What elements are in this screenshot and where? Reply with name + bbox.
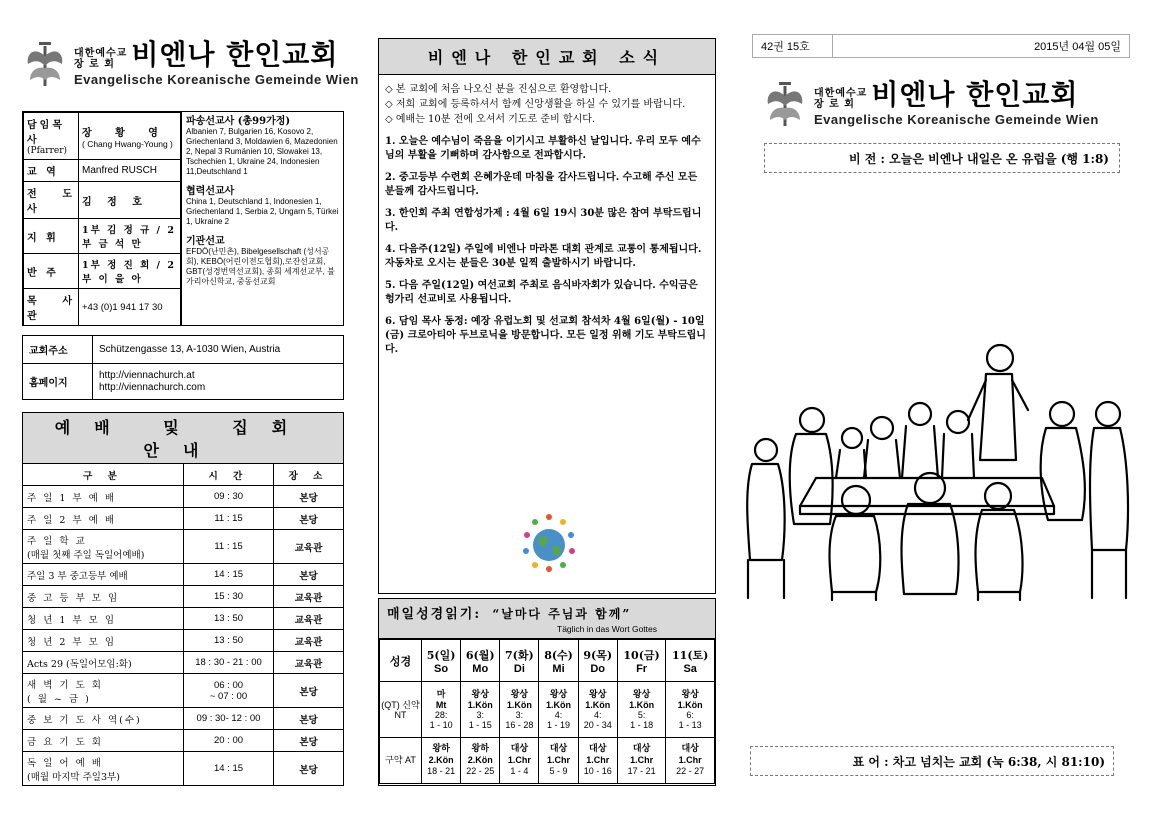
service-time: 13 : 50	[184, 630, 274, 652]
ot-book-de: 1.Chr	[507, 755, 531, 765]
ot-book: 왕하	[471, 744, 489, 754]
table-row	[23, 508, 344, 530]
service-note: (매월 마지막 주일3부)	[27, 771, 120, 783]
service-place: 교육관	[274, 652, 344, 674]
logo-small-line1: 대한예수교	[814, 88, 868, 99]
service-place: 본당	[274, 564, 344, 586]
parsonage-phone: +43 (0)1 941 17 30	[79, 289, 181, 326]
nt-verses: 16 - 28	[505, 719, 534, 730]
nt-book: 마	[436, 689, 446, 700]
globe-people-icon	[517, 509, 581, 573]
service-place: 본당	[274, 486, 344, 508]
coop-title: 협력선교사	[186, 186, 235, 197]
reading-panel	[378, 598, 716, 786]
day-de: So	[434, 662, 449, 675]
nt-book-de: 1.Kön	[467, 699, 493, 710]
nt-book-de: 1.Kön	[585, 699, 611, 710]
ot-verses: 1 - 4	[510, 766, 529, 776]
logo-small-line2: 장 로 회	[74, 59, 115, 70]
ot-book-de: 2.Kön	[467, 755, 493, 765]
news-item: 5. 다음 주일(12일) 여선교회 주최로 음식바자회가 있습니다. 수익금은 헝가리 선교비로 사용됩니다.	[385, 280, 698, 305]
news-item: 3. 한인회 주최 연합성가제 : 4월 6일 19시 30분 많은 참여 부탁드립니다.	[385, 208, 702, 233]
reading-title-quote: “날마다 주님과 함께”	[492, 607, 632, 621]
nt-book-de: 1.Kön	[629, 699, 655, 710]
news-intro-line: ◇ 저희 교회에 등록하셔서 함께 신앙생활을 하실 수 있기를 바랍니다.	[385, 99, 686, 110]
ot-book: 대상	[632, 744, 651, 754]
table-row	[23, 730, 344, 752]
service-name: 중 고 등 부 모 임	[23, 586, 184, 608]
table-row	[23, 486, 344, 508]
nt-book: 왕상	[632, 689, 651, 700]
motto-text: 표 어 : 차고 넘치는 교회 (눅 6:38, 시 81:10)	[852, 754, 1105, 769]
nt-label: (QT) 신약 NT	[380, 682, 422, 738]
nt-verses: 1 - 10	[429, 719, 453, 730]
table-row	[23, 708, 344, 730]
service-name: 독 일 어 예 배	[27, 757, 103, 769]
reading-title: 매일성경읽기:	[387, 607, 482, 622]
logo-german-name: Evangelische Koreanische Gemeinde Wien	[814, 112, 1099, 127]
pastor-name-roman: ( Chang Hwang-Young )	[82, 138, 173, 149]
day-de: Mi	[552, 662, 565, 675]
table-row	[23, 564, 344, 586]
service-place: 본당	[274, 508, 344, 530]
service-time: 06 : 00	[213, 679, 244, 691]
staff-value: 1부 김 정 규 / 2부 금 석 만	[79, 219, 181, 254]
nt-verses: 1 - 15	[468, 719, 492, 730]
table-row	[23, 608, 344, 630]
ot-verses: 22 - 27	[676, 766, 705, 776]
service-time: 15 : 30	[184, 586, 274, 608]
motto-box	[750, 746, 1114, 776]
table-row	[23, 586, 344, 608]
table-row	[23, 630, 344, 652]
ot-verses: 22 - 25	[466, 766, 495, 776]
ot-book-de: 1.Chr	[630, 755, 654, 765]
nt-book: 왕상	[681, 689, 699, 700]
day-de: Fr	[636, 662, 648, 675]
day-kr: 9(목)	[583, 648, 613, 662]
table-row	[23, 652, 344, 674]
nt-chapter: 3:	[515, 709, 524, 720]
col-place: 장 소	[274, 464, 344, 486]
reading-subtitle: Täglich in das Wort Gottes	[557, 624, 657, 634]
service-name: 청 년 2 부 모 임	[23, 630, 184, 652]
dispatch-title: 파송선교사 (총99가정)	[186, 116, 291, 127]
ot-book-de: 1.Chr	[547, 755, 571, 765]
service-name: 주 일 1 부 예 배	[23, 486, 184, 508]
service-time: 20 : 00	[184, 730, 274, 752]
service-name: Acts 29 (독일어모임:화)	[23, 652, 184, 674]
nt-verses: 1 - 19	[547, 719, 571, 730]
day-kr: 7(화)	[505, 648, 534, 662]
nt-chapter: 3:	[476, 709, 484, 720]
vision-box	[764, 143, 1120, 173]
day-kr: 6(월)	[465, 648, 495, 662]
ot-book: 왕하	[432, 744, 450, 754]
homepage-link-at[interactable]: http://viennachurch.at	[99, 369, 195, 381]
vision-text: 비 전 : 오늘은 비엔나 내일은 온 유럽을 (행 1:8)	[849, 151, 1109, 166]
address-label: 교회주소	[23, 336, 93, 364]
staff-label: 전 도 사	[24, 182, 79, 219]
staff-panel	[22, 111, 344, 326]
address-table	[22, 335, 344, 400]
service-name: 주 일 학 교	[27, 535, 87, 547]
day-de: Mo	[472, 662, 489, 675]
day-de: Do	[590, 662, 606, 675]
staff-label: 목 사 관	[24, 289, 79, 326]
service-note: (매월 첫째 주일 독일어예배)	[27, 549, 145, 561]
ot-verses: 5 - 9	[549, 766, 568, 776]
staff-value: Manfred RUSCH	[79, 160, 181, 182]
service-name: 중 보 기 도 사 역(수)	[23, 708, 184, 730]
nt-book: 왕상	[510, 689, 529, 700]
staff-label-sub: (Pfarrer)	[27, 146, 68, 156]
logo-german-name: Evangelische Koreanische Gemeinde Wien	[74, 72, 359, 87]
nt-verses: 20 - 34	[583, 719, 612, 730]
news-title: 비엔나 한인교회 소식	[379, 39, 715, 75]
nt-book: 왕상	[589, 689, 607, 700]
services-table	[22, 412, 344, 786]
staff-label: 지 휘	[24, 219, 79, 254]
nt-verses: 1 - 18	[630, 719, 654, 730]
day-kr: 10(금)	[623, 648, 660, 662]
day-kr: 5(일)	[426, 648, 456, 662]
nt-verses: 1 - 13	[678, 719, 702, 730]
table-row	[23, 530, 344, 564]
news-item: 2. 중고등부 수련회 은혜가운데 마침을 감사드립니다. 수고해 주신 모든 분들께 감사드립니다.	[385, 172, 698, 197]
news-item: 1. 오늘은 예수님이 죽음을 이기시고 부활하신 날입니다. 우리 모두 예수님의 부활을 기뻐하며 감사함으로 전파합시다.	[385, 136, 701, 161]
service-place: 교육관	[274, 608, 344, 630]
ot-verses: 17 - 21	[627, 766, 656, 776]
staff-label: 담임목사	[27, 120, 65, 146]
address-value: Schützengasse 13, A-1030 Wien, Austria	[93, 336, 344, 364]
service-place: 교육관	[274, 586, 344, 608]
ot-book: 대상	[549, 744, 568, 754]
church-logo-cover	[762, 80, 1099, 130]
day-de: Di	[513, 662, 525, 675]
logo-small-line1: 대한예수교	[74, 48, 128, 59]
table-row	[23, 752, 344, 786]
ot-book: 대상	[681, 744, 699, 754]
ot-book-de: 1.Chr	[586, 755, 610, 765]
nt-chapter: 6:	[686, 709, 694, 720]
ot-book: 대상	[510, 744, 529, 754]
homepage-link-com[interactable]: http://viennachurch.com	[99, 381, 206, 393]
ot-book-de: 2.Kön	[428, 755, 454, 765]
logo-church-name: 비엔나 한인교회	[131, 38, 339, 71]
pastor-name: 장 황 영	[82, 127, 168, 139]
services-title: 예배 및 집회 안내	[23, 413, 344, 464]
service-time: 11 : 15	[184, 530, 274, 564]
nt-chapter: 28:	[434, 709, 448, 720]
nt-chapter: 5:	[637, 709, 646, 720]
col-time: 시 간	[184, 464, 274, 486]
service-place: 본당	[274, 708, 344, 730]
service-name: 주 일 2 부 예 배	[23, 508, 184, 530]
church-logo-left	[22, 40, 359, 90]
nt-chapter: 4:	[593, 709, 602, 720]
day-kr: 11(토)	[672, 648, 709, 662]
service-time: 18 : 30 - 21 : 00	[184, 652, 274, 674]
nt-book-de: 1.Kön	[677, 699, 703, 710]
nt-book-de: 1.Kön	[506, 699, 532, 710]
service-time: 09 : 30	[184, 486, 274, 508]
staff-label: 교 역	[24, 160, 79, 182]
staff-label: 반 주	[24, 254, 79, 289]
issue-header	[752, 34, 1130, 58]
logo-small-line2: 장 로 회	[814, 99, 855, 110]
org-text: EFDÖ(난민촌), Bibelgesellschaft (성서공회), KEBÖ(어린이전도협회),로잔선교회, GBT(성경번역선교회), 종회 세계선교부, 불가리아신학교, 중동선교회	[186, 247, 335, 286]
nt-chapter: 4:	[554, 709, 563, 720]
missions-panel	[181, 112, 343, 325]
ot-book-de: 1.Chr	[678, 755, 702, 765]
service-time: 13 : 50	[184, 608, 274, 630]
nt-book: 왕상	[549, 689, 568, 700]
service-name: 금 요 기 도 회	[23, 730, 184, 752]
day-de: Sa	[683, 662, 697, 675]
ot-label: 구약 AT	[380, 738, 422, 784]
service-time: 11 : 15	[184, 508, 274, 530]
service-place: 교육관	[274, 630, 344, 652]
ot-book: 대상	[589, 744, 607, 754]
church-emblem-icon	[22, 40, 68, 90]
service-place: 본당	[274, 674, 344, 708]
coop-text: China 1, Deutschland 1, Indonesien 1, Griechenland 1, Serbia 2, Ungarn 5, Türkei 1, Ukraine 2	[186, 197, 339, 226]
service-name: 청 년 1 부 모 임	[23, 608, 184, 630]
service-name: 새 벽 기 도 회	[27, 679, 103, 691]
reading-row-label: 성경	[380, 640, 422, 682]
issue-date: 2015년 04월 05일	[1034, 41, 1121, 53]
news-panel	[378, 38, 716, 594]
nt-book: 왕상	[471, 689, 489, 700]
ot-verses: 18 - 21	[427, 766, 456, 776]
service-time-end: ~ 07 : 00	[209, 690, 248, 702]
day-kr: 8(수)	[544, 648, 573, 662]
service-name: 주일 3 부 중고등부 예배	[23, 564, 184, 586]
service-place: 본당	[274, 730, 344, 752]
news-intro-line: ◇ 본 교회에 처음 나오신 분을 진심으로 환영합니다.	[385, 84, 612, 95]
nt-book-de: 1.Kön	[546, 699, 572, 710]
table-row	[23, 674, 344, 708]
nt-book-de: Mt	[435, 699, 447, 710]
news-intro-line: ◇ 예배는 10분 전에 오셔서 기도로 준비 합시다.	[385, 114, 596, 125]
ot-verses: 10 - 16	[583, 766, 612, 776]
staff-table	[23, 112, 181, 326]
homepage-label: 홈페이지	[23, 364, 93, 400]
church-emblem-icon	[762, 80, 808, 130]
service-time: 14 : 15	[184, 564, 274, 586]
org-title: 기관선교	[186, 236, 225, 247]
col-name: 구 분	[23, 464, 184, 486]
news-item: 6. 담임 목사 동정: 예장 유럽노회 및 선교회 참석차 4월 6일(월) - 10일(금) 크로아티아 두브로닉을 방문합니다. 모든 일정 위해 기도 부탁드립니다.	[385, 316, 706, 355]
issue-volume: 42권 15호	[753, 35, 833, 57]
service-place: 교육관	[274, 530, 344, 564]
staff-value: 김 정 호	[79, 182, 181, 219]
service-place: 본당	[274, 752, 344, 786]
dispatch-text: Albanien 7, Bulgarien 16, Kosovo 2, Griechenland 3, Moldawien 6, Mazedonien 2, Nepal 3 Rumänien 10, Slowakei 13, Tschechien 1, Ukraine 24, Indonesien 11,Deutschland 1	[186, 127, 338, 176]
news-item: 4. 다음주(12일) 주일에 비엔나 마라톤 대회 관계로 교통이 통제됩니다. 자동차로 오시는 분들은 30분 일찍 출발하시기 바랍니다.	[385, 244, 702, 269]
logo-church-name: 비엔나 한인교회	[871, 78, 1079, 111]
last-supper-illustration	[736, 310, 1132, 602]
staff-value: 1부 정 진 희 / 2부 이 을 아	[79, 254, 181, 289]
service-time: 09 : 30- 12 : 00	[184, 708, 274, 730]
service-note: ( 월 ~ 금 )	[27, 693, 91, 705]
service-time: 14 : 15	[184, 752, 274, 786]
